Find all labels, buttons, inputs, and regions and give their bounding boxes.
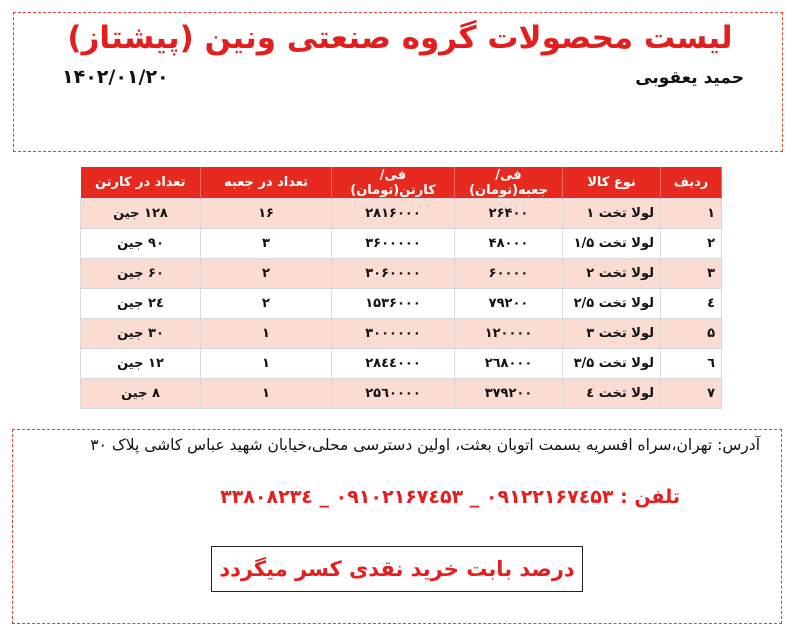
cell-row-number: ۵ [661,319,722,349]
cell-row-number: ۲ [661,229,722,259]
cell-carton-price: ۲۵٦۰۰۰۰ [332,379,455,409]
cell-per-carton: ۶۰ جین [81,259,201,289]
cell-carton-price: ۲۸٤٤۰۰۰ [332,349,455,379]
cell-box-price: ۶۰۰۰۰ [455,259,563,289]
cell-per-box: ۱ [201,349,332,379]
cell-per-box: ۱ [201,379,332,409]
page-title: لیست محصولات گروه صنعتی ونین (پیشتاز) [67,20,733,56]
cell-product-type: لولا تخت ٤ [563,379,661,409]
date-text: ۱۴۰۲/۰۱/۲۰ [62,66,169,88]
cell-carton-price: ۳۰۶۰۰۰۰ [332,259,455,289]
column-header-product-type: نوع کالا [563,167,661,199]
column-header-row-number: ردیف [661,167,722,199]
cell-box-price: ۱۲۰۰۰۰ [455,319,563,349]
owner-name: حمید یعقوبی [635,68,744,88]
cell-row-number: ۳ [661,259,722,289]
cell-product-type: لولا تخت ۳ [563,319,661,349]
cell-per-box: ۳ [201,229,332,259]
cell-box-price: ۴۸۰۰۰ [455,229,563,259]
cell-product-type: لولا تخت ۲/۵ [563,289,661,319]
cell-row-number: ٦ [661,349,722,379]
cell-carton-price: ۱۵۳۶۰۰۰ [332,289,455,319]
address-text: آدرس: تهران،سراه افسریه بسمت اتوبان بعثت، اولین دسترسی محلی،خیابان شهید عباس کاشی پلاک ۳۰ [90,436,760,454]
cell-box-price: ۲٦۸۰۰۰ [455,349,563,379]
cell-carton-price: ۳۰۰۰۰۰۰ [332,319,455,349]
cell-product-type: لولا تخت ۱/۵ [563,229,661,259]
table-row [81,199,722,229]
cell-per-box: ۲ [201,259,332,289]
table-row [81,349,722,379]
cell-product-type: لولا تخت ۱ [563,199,661,229]
table-row [81,259,722,289]
cell-per-carton: ۸ جین [81,379,201,409]
cell-per-box: ۱ [201,319,332,349]
cell-box-price: ۲۶۴۰۰ [455,199,563,229]
discount-box [211,546,583,592]
table-row [81,319,722,349]
column-header-per-box: تعداد در جعبه [201,167,332,199]
table-header-row [81,167,722,199]
cell-box-price: ۳۷۹۲۰۰ [455,379,563,409]
cell-carton-price: ۳۶۰۰۰۰۰ [332,229,455,259]
cell-product-type: لولا تخت ۳/۵ [563,349,661,379]
table-row [81,229,722,259]
cell-per-carton: ۲٤ جین [81,289,201,319]
cell-per-box: ۱۶ [201,199,332,229]
cell-per-box: ۲ [201,289,332,319]
cell-per-carton: ۹۰ جین [81,229,201,259]
footer-frame [12,429,782,624]
cell-row-number: ٤ [661,289,722,319]
cell-row-number: ۱ [661,199,722,229]
cell-product-type: لولا تخت ۲ [563,259,661,289]
column-header-box-price: فی/جعبه(تومان) [455,167,563,199]
cell-carton-price: ۲۸۱۶۰۰۰ [332,199,455,229]
products-table [80,167,722,409]
table-row [81,289,722,319]
cell-per-carton: ۱۲ جین [81,349,201,379]
table-row [81,379,722,409]
cell-per-carton: ۳۰ جین [81,319,201,349]
cell-box-price: ۷۹۲۰۰ [455,289,563,319]
cell-row-number: ۷ [661,379,722,409]
column-header-carton-price: فی/کارتن(تومان) [332,167,455,199]
discount-text: درصد بابت خرید نقدی کسر میگردد [219,557,575,581]
cell-per-carton: ۱۲۸ جین [81,199,201,229]
column-header-per-carton: تعداد در کارتن [81,167,201,199]
phone-numbers: تلفن : ۰۹۱۲۲۱۶۷٤۵۳ _ ۰۹۱۰۲۱۶۷٤۵۳ _ ۳۳۸۰۸۲۳٤ [220,486,680,508]
